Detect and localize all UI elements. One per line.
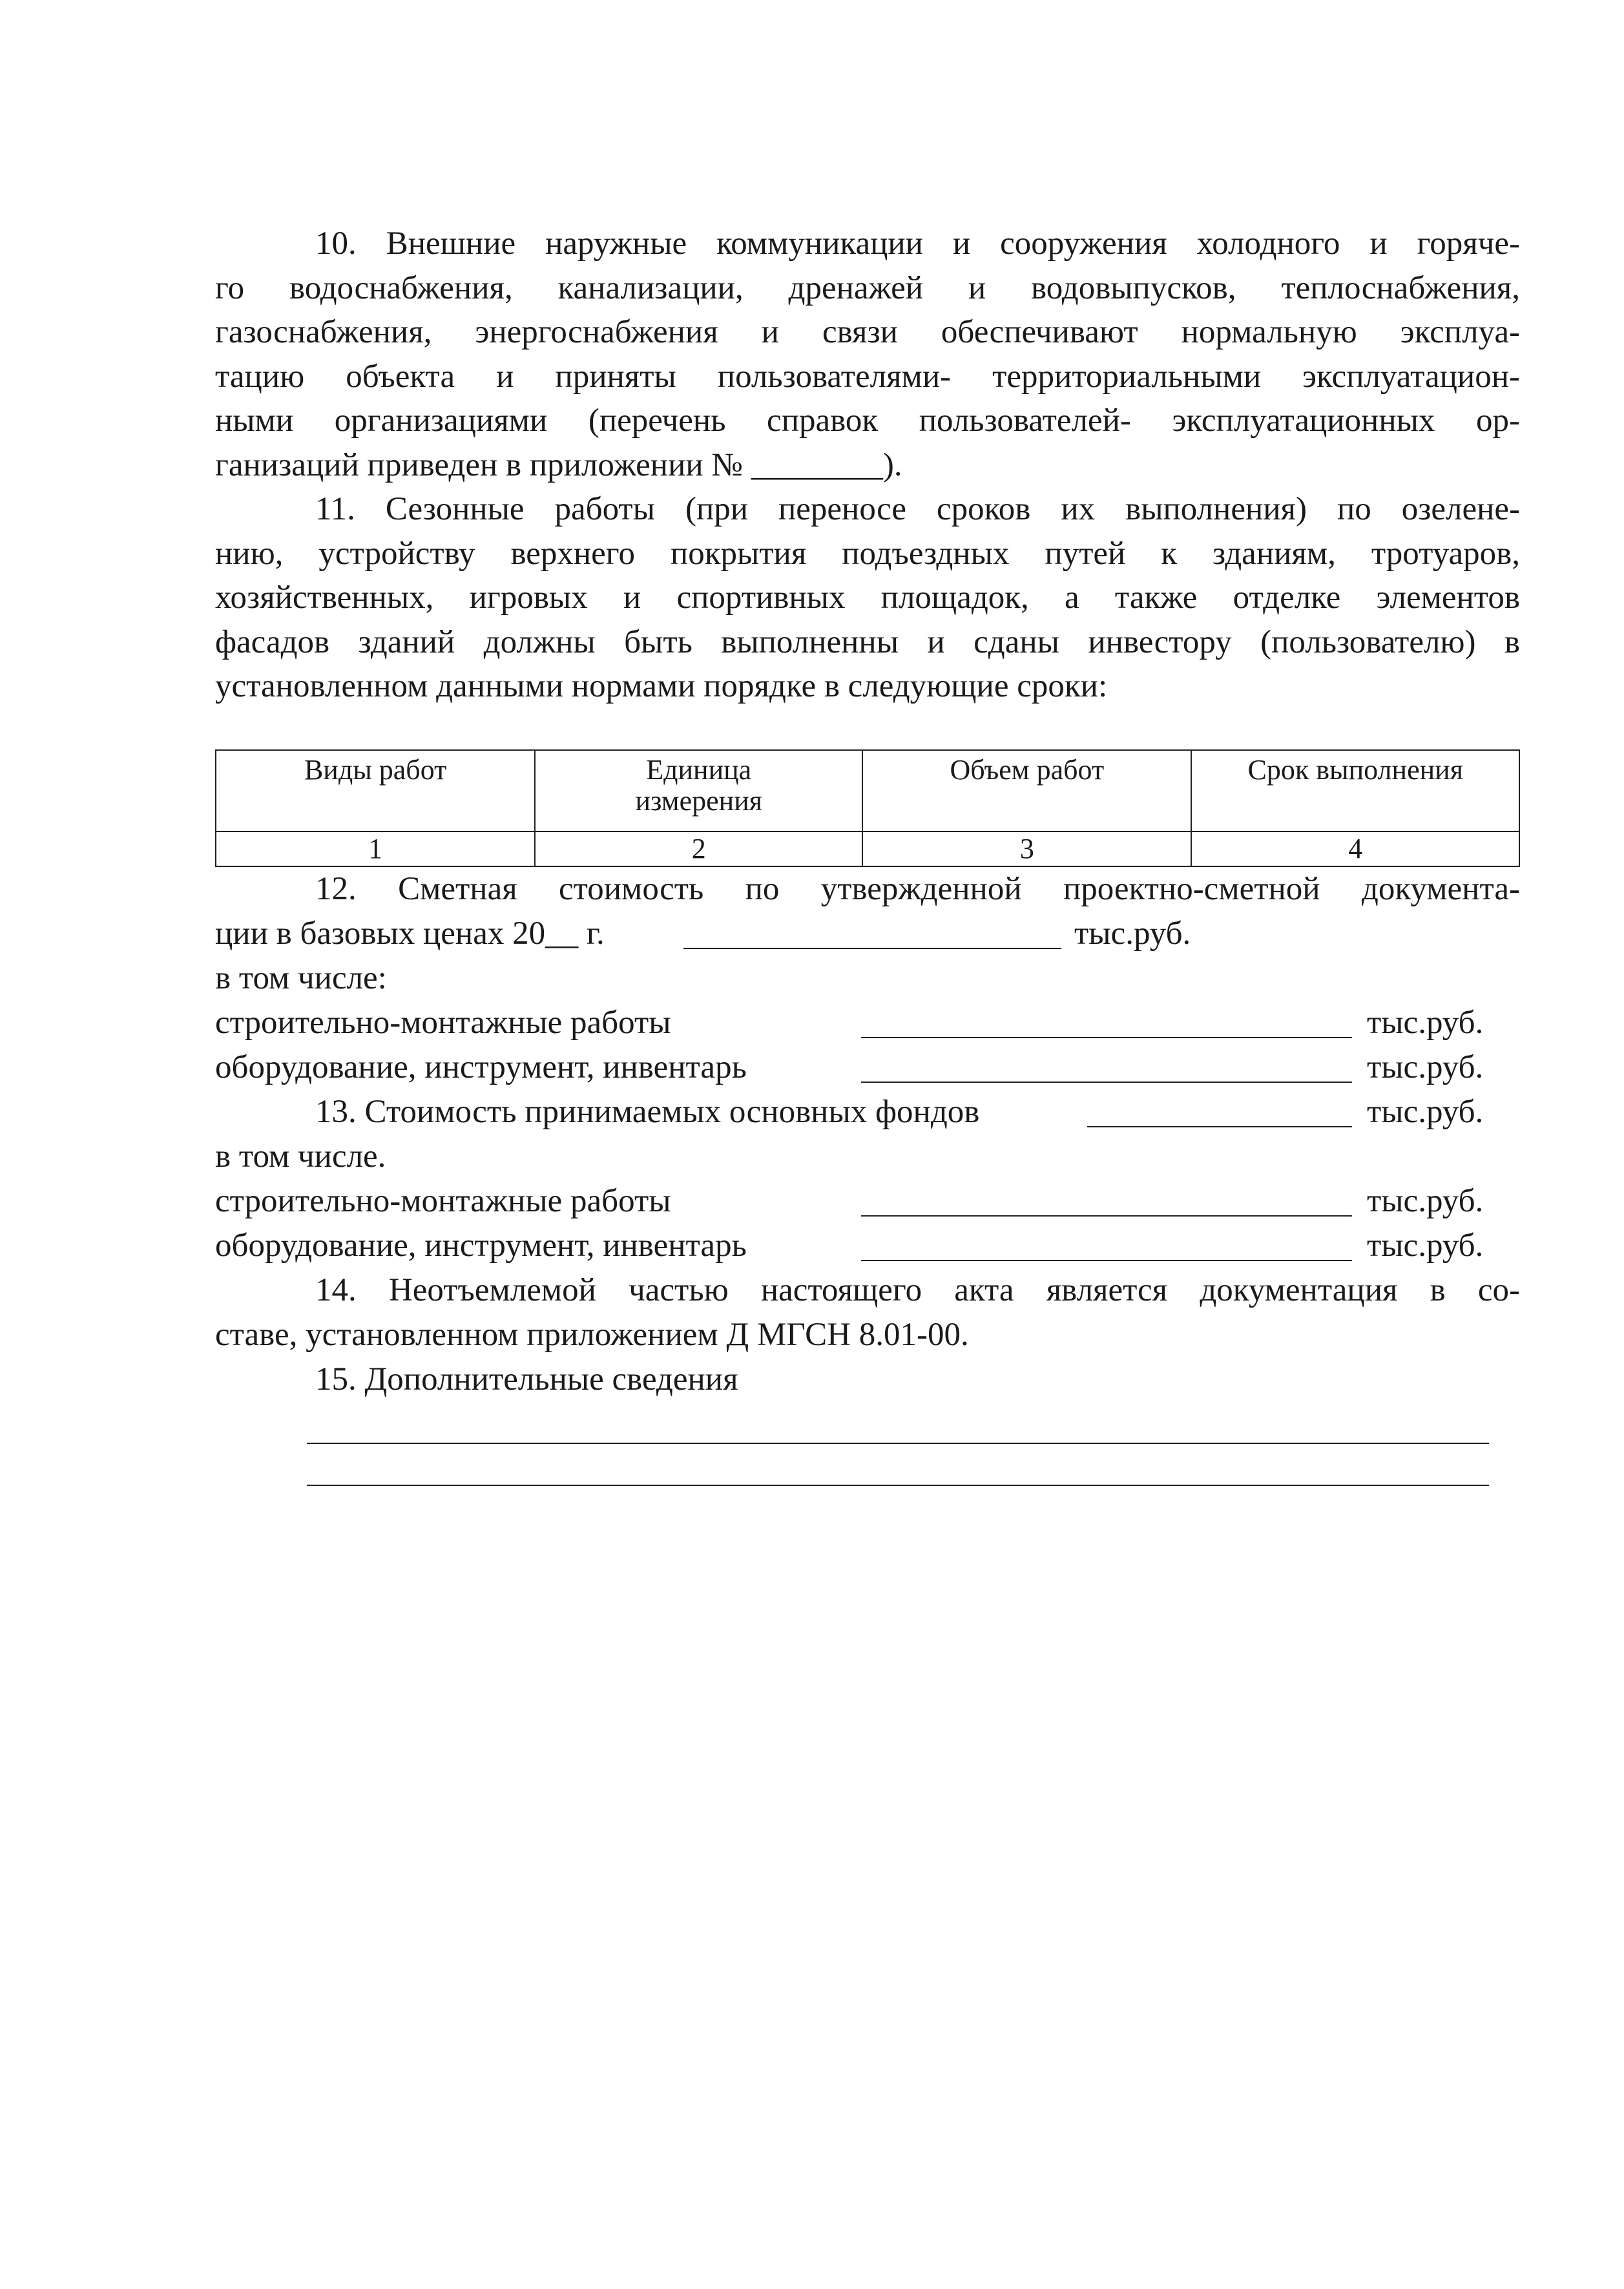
cost-item-blank: [861, 1215, 1352, 1217]
paragraph-line: го водоснабжения, канализации, дренажей и водовыпусков, теплоснабжения,: [215, 269, 1520, 306]
unit-label: тыс.руб.: [1367, 1094, 1484, 1130]
table-cell: 2: [535, 831, 862, 866]
paragraph-12: [215, 867, 1520, 912]
including-label: в том числе.: [215, 1138, 386, 1175]
paragraph-line: газоснабжения, энергоснабжения и связи обеспечивают нормальную эксплуа-: [215, 314, 1520, 350]
table-cell: 4: [1191, 831, 1519, 866]
paragraph-15: [215, 1357, 1520, 1402]
fixed-assets-blank: [1087, 1126, 1352, 1127]
cost-item-label: строительно-монтажные работы: [215, 1183, 671, 1219]
paragraph-14: [215, 1268, 1520, 1357]
cost-item-blank: [861, 1260, 1352, 1261]
cost-item-label: строительно-монтажные работы: [215, 1005, 671, 1041]
cost-item-blank: [861, 1082, 1352, 1083]
unit-label: тыс.руб.: [1367, 1228, 1484, 1264]
table-header-cell: Срок выполнения: [1191, 750, 1519, 831]
table-cell: 3: [862, 831, 1191, 866]
paragraph-line: нию, устройству верхнего покрытия подъездных путей к зданиям, тротуаров,: [215, 535, 1520, 572]
paragraph-line: 15. Дополнительные сведения: [315, 1361, 738, 1397]
paragraph-line: хозяйственных, игровых и спортивных площадок, а также отделке элементов: [215, 580, 1520, 616]
table-row: [216, 831, 1519, 866]
additional-info-line: [307, 1485, 1489, 1486]
paragraph-line: 11. Сезонные работы (при переносе сроков их выполнения) по озелене-: [315, 491, 1520, 527]
unit-label: тыс.руб.: [1367, 1183, 1484, 1219]
table-header-cell: Объем работ: [862, 750, 1191, 831]
paragraph-10: [215, 222, 1520, 487]
additional-info-line: [307, 1443, 1489, 1444]
unit-label: тыс.руб.: [1367, 1049, 1484, 1085]
table-header-cell: Виды работ: [216, 750, 535, 831]
paragraph-line: ными организациями (перечень справок пользователей- эксплуатационных ор-: [215, 402, 1520, 439]
including-label-row: [215, 956, 1520, 1000]
paragraph-line: тацию объекта и приняты пользователями- территориальными эксплуатацион-: [215, 358, 1520, 395]
paragraph-line: 14. Неотъемлемой частью настоящего акта является документация в со-: [315, 1272, 1520, 1308]
works-schedule-table: [215, 749, 1520, 867]
cost-item-blank: [861, 1037, 1352, 1038]
unit-label: тыс.руб.: [1367, 1005, 1484, 1041]
cost-item-row: [215, 1001, 1520, 1045]
fixed-assets-label: 13. Стоимость принимаемых основных фондов: [315, 1094, 980, 1130]
including-label-row: [215, 1134, 1520, 1178]
unit-label: тыс.руб.: [1074, 915, 1191, 952]
paragraph-line: 10. Внешние наружные коммуникации и сооружения холодного и горяче-: [315, 225, 1520, 262]
paragraph-11: [215, 487, 1520, 709]
cost-item-label: оборудование, инструмент, инвентарь: [215, 1228, 747, 1264]
table-header-cell: Единица измерения: [535, 750, 862, 831]
cost-item-row: [215, 1045, 1520, 1089]
estimate-cost-row: [215, 912, 1520, 956]
paragraph-line: ганизаций приведен в приложении № ________).: [215, 446, 902, 483]
paragraph-line: установленном данными нормами порядке в следующие сроки:: [215, 668, 1108, 704]
fixed-assets-row: [215, 1090, 1520, 1134]
estimate-cost-blank: [683, 948, 1061, 949]
including-label: в том числе:: [215, 960, 387, 996]
cost-item-row: [215, 1224, 1520, 1268]
table-header-row: [216, 750, 1519, 831]
paragraph-line: ставе, установленном приложением Д МГСН 8.01-00.: [215, 1316, 969, 1353]
paragraph-line: 12. Сметная стоимость по утвержденной проектно-сметной документа-: [315, 871, 1520, 907]
estimate-cost-label: ции в базовых ценах 20__ г.: [215, 915, 605, 952]
table-cell: 1: [216, 831, 535, 866]
cost-item-label: оборудование, инструмент, инвентарь: [215, 1049, 747, 1085]
cost-item-row: [215, 1179, 1520, 1223]
paragraph-line: фасадов зданий должны быть выполненны и сданы инвестору (пользователю) в: [215, 623, 1520, 660]
